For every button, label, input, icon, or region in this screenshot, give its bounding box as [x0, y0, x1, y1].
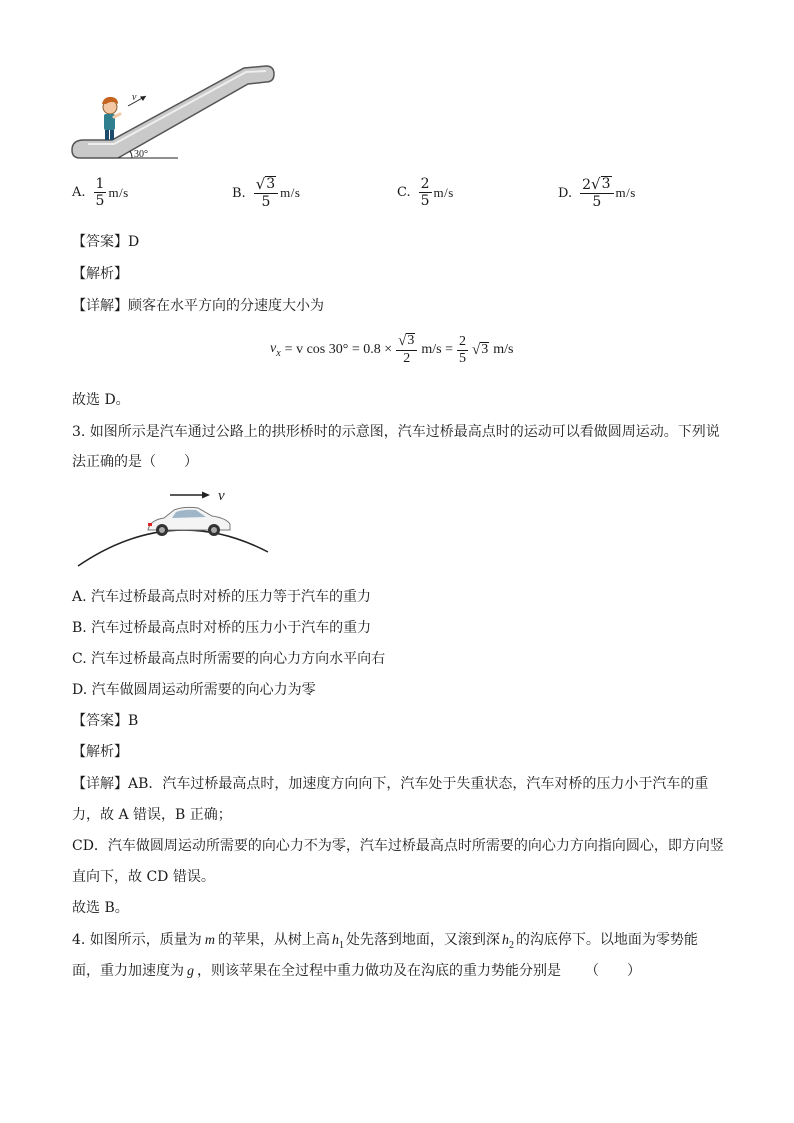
unit: m/s	[108, 184, 129, 200]
h1-symbol: $h_1$	[331, 933, 344, 951]
denominator: 5	[592, 194, 602, 210]
unit: m/s	[433, 184, 454, 200]
q3-detail-line3: CD．汽车做圆周运动所需要的向心力不为零，汽车过桥最高点时所需要的向心力方向指向圆心，即方向竖	[72, 838, 724, 854]
q3-option-a: A. 汽车过桥最高点时对桥的压力等于汽车的重力	[72, 589, 372, 605]
sqrt-icon: √	[591, 175, 601, 193]
option-b	[232, 176, 300, 210]
numerator: 2	[458, 333, 466, 349]
coefficient: 2	[582, 177, 592, 193]
formula-part: = v cos 30° = 0.8 ×	[284, 342, 393, 357]
option-d	[558, 176, 636, 210]
bridge-arc	[78, 530, 268, 566]
q2-conclusion: 故选 D。	[72, 392, 130, 408]
option-letter: C.	[397, 185, 411, 200]
radicand: 3	[481, 342, 489, 357]
fraction	[457, 334, 468, 367]
fraction	[396, 333, 417, 367]
answer-paren: （ ）	[585, 963, 641, 979]
radicand: 3	[407, 333, 415, 348]
denominator: 5	[261, 194, 271, 210]
q3-analysis: 【解析】	[72, 744, 128, 760]
q2-formula	[270, 333, 513, 367]
q2-detail: 【详解】顾客在水平方向的分速度大小为	[72, 298, 324, 314]
numerator: 2	[420, 176, 430, 192]
q3-option-b: B. 汽车过桥最高点时对桥的压力小于汽车的重力	[72, 620, 372, 636]
denominator: 5	[458, 350, 466, 366]
car-bridge-figure	[72, 482, 282, 572]
q4-stem-line1: 4. 如图所示，质量为 m 的苹果，从树上高 $h_1$ 处先落到地面，又滚到深 $h_2$ 的沟底停下。以地面为零势能	[72, 932, 698, 951]
option-a	[72, 176, 129, 209]
fraction	[419, 176, 432, 209]
q3-conclusion: 故选 B。	[72, 900, 129, 916]
option-letter: B.	[232, 185, 246, 201]
angle-arc	[130, 151, 132, 158]
car-icon	[148, 507, 230, 536]
h2-symbol: $h_2$	[501, 933, 514, 951]
fraction	[94, 176, 107, 209]
velocity-label: v	[218, 488, 225, 504]
q3-option-d: D. 汽车做圆周运动所需要的向心力为零	[72, 682, 316, 698]
unit: m/s	[615, 185, 636, 200]
option-letter: A.	[72, 185, 86, 200]
numerator: 1	[95, 176, 105, 192]
sqrt-icon: √	[255, 175, 266, 193]
vx-symbol: $v_x$	[270, 341, 281, 359]
unit: m/s	[280, 185, 301, 200]
q3-detail-line4: 直向下，故 CD 错误。	[72, 869, 215, 885]
angle-label: 30°	[134, 149, 148, 160]
denominator: 5	[95, 193, 105, 209]
q2-analysis: 【解析】	[72, 266, 128, 282]
q3-answer: 【答案】B	[72, 713, 139, 729]
option-letter: D.	[558, 185, 573, 201]
q3-stem-line1: 3. 如图所示是汽车通过公路上的拱形桥时的示意图，汽车过桥最高点时的运动可以看做圆周运动。下列说	[72, 424, 720, 440]
q3-detail-line2: 力，故 A 错误，B 正确；	[72, 807, 232, 823]
mass-symbol: m	[204, 933, 215, 948]
option-c	[397, 176, 454, 209]
radicand: 3	[601, 176, 611, 192]
q2-answer: 【答案】D	[72, 234, 140, 250]
escalator-figure	[66, 58, 286, 168]
sqrt-icon: √	[398, 333, 407, 349]
q3-option-c: C. 汽车过桥最高点时所需要的向心力方向水平向右	[72, 651, 386, 667]
denominator: 5	[420, 193, 430, 209]
g-symbol: g	[187, 964, 194, 979]
denominator: 2	[403, 351, 411, 366]
person-figure	[102, 97, 120, 140]
velocity-label: v	[132, 92, 137, 103]
formula-unit: m/s	[493, 342, 514, 357]
fraction	[580, 176, 613, 210]
q3-detail-line1: 【详解】AB．汽车过桥最高点时，加速度方向向下，汽车处于失重状态，汽车对桥的压力小于汽车的重	[72, 776, 709, 792]
fraction	[254, 176, 278, 210]
sqrt-icon: √	[471, 342, 481, 358]
formula-unit: m/s =	[421, 342, 453, 357]
radicand: 3	[266, 176, 276, 192]
q3-stem-line2: 法正确的是（ ）	[72, 454, 198, 470]
q4-stem-line2: 面，重力加速度为 g ，则该苹果在全过程中重力做功及在沟底的重力势能分别是 （ ）	[72, 963, 641, 979]
